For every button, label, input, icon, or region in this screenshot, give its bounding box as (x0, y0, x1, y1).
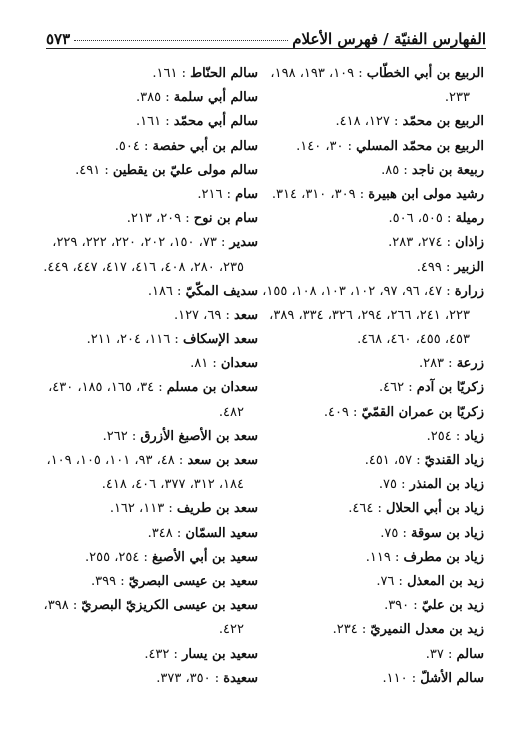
entry-separator: : (172, 525, 186, 541)
index-entry (32, 86, 258, 110)
entry-page-refs: ١٢٧، ٤١٨. (335, 114, 390, 130)
index-entry (248, 401, 484, 425)
index-entry (32, 522, 258, 546)
entry-page-refs: ٤٩١. (75, 162, 101, 178)
entry-page-refs: ٢٠٩، ٢١٣. (126, 211, 182, 227)
entry-separator: : (68, 598, 82, 614)
entry-name: سعيد السمّان (185, 525, 258, 541)
entry-name: سعد بن سعد (187, 453, 258, 468)
entry-page-refs: ٤٨، ٩٣، ١٠١، ١٠٥، ١٠٩، (46, 453, 175, 468)
index-entry (32, 352, 258, 376)
index-entry (32, 159, 258, 183)
entry-name: سديف المكّيّ (185, 283, 258, 299)
entry-page-refs: ٢٧٤، ٢٨٣. (388, 235, 443, 251)
header-dot-leader (74, 39, 288, 41)
entry-page-refs: ١٦١. (152, 66, 178, 81)
entry-name: سعيدة (223, 670, 258, 686)
entry-name: ربيعة بن ناجد (411, 162, 484, 178)
index-entry (248, 304, 484, 328)
index-entry (32, 376, 258, 400)
index-entry (32, 328, 258, 352)
index-entry (248, 546, 484, 570)
entry-separator: : (174, 453, 188, 468)
entry-name: الربيع بن محمّد (402, 114, 484, 130)
index-entry (32, 280, 258, 304)
entry-name: سام (235, 186, 258, 202)
entry-name: سالم بن أبي حفصة (152, 138, 258, 154)
entry-page-refs: ٤٣٢. (144, 646, 170, 662)
entry-name: سدير (229, 235, 258, 251)
index-entry (248, 159, 484, 183)
entry-page-refs: ٢٢٣، ٢٤١، ٢٦٦، ٢٩٤، ٣٢٦، ٣٣٤، ٣٨٩، (269, 307, 470, 323)
entry-page-refs: ١١٦، ٢٠٤، ٢١١. (86, 332, 171, 348)
index-entry (32, 183, 258, 207)
index-entry (248, 231, 484, 255)
entry-name: زيد بن المعذل (407, 573, 484, 589)
page-header (46, 22, 486, 49)
index-entry (248, 618, 484, 642)
entry-page-refs: ٤٦٤. (348, 501, 374, 517)
entry-name: سالم أبي سلمة (173, 90, 258, 106)
entry-name: رميلة (455, 211, 484, 227)
entry-name: سعد الإسكاف (182, 332, 258, 348)
index-entry (32, 304, 258, 328)
entry-name: سعد بن الأصبغ الأزرق (140, 428, 258, 444)
index-entry (32, 667, 258, 691)
entry-name: سالم الحنّاط (190, 66, 258, 81)
entry-page-refs: ٤٩٩. (416, 259, 442, 275)
index-column-right (248, 62, 484, 691)
index-entry (248, 280, 484, 304)
entry-page-refs: ٢٣٥، ٢٨٠، ٤٠٨، ٤١٦، ٤١٧، ٤٤٧، ٤٤٩. (43, 259, 244, 275)
entry-name: زكريّا بن عمران القمّيّ (361, 404, 484, 420)
entry-name: زياد (464, 428, 484, 444)
entry-separator: : (389, 114, 403, 130)
index-entry (248, 376, 484, 400)
index-entry (32, 546, 258, 570)
entry-name: سالم الأشلّ (420, 670, 484, 686)
entry-page-refs: ٣٩٨، (43, 598, 69, 614)
entry-page-refs: ١٠٩، ١٩٣، ١٩٨، (270, 66, 355, 81)
entry-name: زرارة (454, 283, 484, 299)
entry-separator: : (397, 477, 410, 493)
entry-page-refs: ٣٧. (425, 646, 444, 662)
entry-name: زيد بن معدل النميريّ (370, 622, 484, 638)
index-entry (248, 594, 484, 618)
index-entry (248, 667, 484, 691)
entry-page-refs: ٢٥٤. (426, 428, 452, 444)
entry-separator: : (172, 283, 186, 299)
index-entry (248, 570, 484, 594)
entry-page-refs: ٣٩٠. (384, 598, 410, 614)
entry-page-refs: ١٦١. (135, 114, 162, 130)
entry-page-refs: ٢٣٣. (444, 90, 470, 106)
entry-page-refs: ٢٥٤، ٢٥٥. (84, 549, 140, 565)
entry-page-refs: ١٨٤، ٣١٢، ٣٧٧، ٤٠٦، ٤١٨. (101, 477, 244, 493)
index-entry (32, 473, 258, 497)
entry-name: سعيد بن يسار (182, 646, 258, 662)
entry-name: سعيد بن أبي الأصبغ (152, 549, 258, 565)
entry-page-refs: ٣٩٩. (91, 573, 117, 589)
entry-separator: : (169, 646, 183, 662)
entry-separator: : (442, 283, 455, 299)
entry-page-refs: ٤٦٢. (379, 380, 405, 396)
entry-separator: : (177, 66, 191, 81)
entry-separator: : (221, 307, 234, 323)
entry-separator: : (412, 453, 425, 468)
index-entry (32, 570, 258, 594)
entry-separator: : (139, 138, 153, 154)
entry-page-refs: ١١٠. (382, 670, 408, 686)
entry-page-refs: ٨٥. (381, 162, 400, 178)
entry-name: سعد بن طريف (176, 501, 258, 517)
entry-page-refs: ١١٣، ١٦٢. (109, 501, 165, 517)
entry-page-refs: ٤٠٩. (323, 404, 349, 420)
entry-page-refs: ٤٧، ٩٦، ٩٧، ١٠٢، ١٠٣، ١٠٨، ١٥٥، (262, 283, 443, 299)
index-entry (32, 62, 258, 86)
index-entry (32, 643, 258, 667)
entry-page-refs: ٢١٦. (197, 186, 223, 202)
index-entry (248, 328, 484, 352)
entry-name: سالم (456, 646, 484, 662)
entry-separator: : (443, 646, 457, 662)
entry-separator: : (348, 404, 362, 420)
entry-separator: : (100, 162, 113, 178)
entry-separator: : (355, 186, 369, 202)
index-entry (248, 425, 484, 449)
entry-page-refs: ٥٠٥، ٥٠٦. (388, 211, 443, 227)
header-title: الفهارس الفنيّة / فهرس الأعلام (292, 30, 486, 48)
entry-name: سعيد بن عيسى الكريزيّ البصريّ (81, 598, 258, 614)
entry-separator: : (451, 428, 465, 444)
index-entry (32, 110, 258, 134)
index-entry (32, 425, 258, 449)
index-entry (248, 473, 484, 497)
entry-name: سعدان بن مسلم (166, 380, 258, 396)
entry-name: سعدان (220, 356, 258, 372)
entry-page-refs: ٥٧، ٤٥١. (364, 453, 413, 468)
entry-name: سالم أبي محمّد (173, 114, 258, 130)
index-entry (248, 352, 484, 376)
entry-page-refs: ٧٥. (378, 477, 398, 493)
entry-separator: : (154, 380, 167, 396)
index-entry (32, 449, 258, 473)
entry-name: زياد بن سوقة (410, 525, 484, 541)
entry-page-refs: ٤٨٢. (218, 404, 244, 420)
entry-separator: : (444, 356, 457, 372)
entry-separator: : (354, 66, 367, 81)
entry-separator: : (161, 114, 174, 130)
entry-page-refs: ٤٥٣، ٤٥٥، ٤٦٠، ٤٦٨. (357, 332, 470, 348)
entry-page-refs: ٢٦٢. (102, 428, 128, 444)
entry-page-refs: ١٨٦. (147, 283, 173, 299)
entry-separator: : (343, 138, 357, 154)
entry-separator: : (442, 235, 456, 251)
entry-name: زكريّا بن آدم (416, 380, 484, 396)
entry-page-refs: ٣٠٩، ٣١٠، ٣١٤. (271, 186, 356, 202)
entry-separator: : (181, 211, 194, 227)
index-entry (32, 594, 258, 618)
entry-name: سالم مولى عليّ بن يقطين (112, 162, 258, 178)
entry-page-refs: ٧٣، ١٥٠، ٢٠٢، ٢٢٠، ٢٢٢، ٢٢٩، (52, 235, 217, 251)
entry-separator: : (409, 598, 422, 614)
entry-separator: : (161, 90, 174, 106)
entry-separator: : (208, 356, 221, 372)
entry-separator: : (407, 670, 421, 686)
entry-separator: : (357, 622, 371, 638)
index-entry (248, 62, 484, 86)
entry-page-refs: ٥٠٤. (114, 138, 140, 154)
index-entry (248, 522, 484, 546)
entry-page-refs: ٧٦. (376, 573, 395, 589)
page-number: ٥٧٣ (46, 30, 71, 48)
index-entry (248, 256, 484, 280)
index-entry (248, 110, 484, 134)
index-entry (248, 497, 484, 521)
index-entry (32, 256, 258, 280)
entry-separator: : (222, 186, 236, 202)
entry-separator: : (210, 670, 224, 686)
entry-name: رشيد مولى ابن هبيرة (368, 186, 484, 202)
entry-page-refs: ٢٨٣. (418, 356, 445, 372)
entry-name: زياد بن المنذر (409, 477, 484, 493)
entry-page-refs: ٣٤٨. (147, 525, 173, 541)
entry-name: زيد بن عليّ (421, 598, 484, 614)
entry-separator: : (373, 501, 387, 517)
entry-separator: : (442, 211, 456, 227)
entry-page-refs: ١١٩. (365, 549, 391, 565)
index-entry (32, 401, 258, 425)
entry-separator: : (164, 501, 177, 517)
entry-separator: : (139, 549, 153, 565)
entry-separator: : (390, 549, 404, 565)
entry-page-refs: ٧٥. (380, 525, 399, 541)
index-entry (32, 618, 258, 642)
entry-name: الربيع بن أبي الخطّاب (366, 66, 484, 81)
entry-separator: : (394, 573, 408, 589)
index-entry (248, 207, 484, 231)
entry-name: زاذان (455, 235, 484, 251)
entry-separator: : (127, 428, 141, 444)
index-column-left (32, 62, 258, 691)
index-entry (248, 449, 484, 473)
index-entry (248, 86, 484, 110)
entry-page-refs: ٣٨٥. (135, 90, 162, 106)
entry-page-refs: ٣٥٠، ٣٧٣. (156, 670, 211, 686)
index-entry (248, 183, 484, 207)
entry-page-refs: ٦٩، ١٢٧. (173, 307, 222, 323)
index-entry (248, 643, 484, 667)
entry-name: سعد (234, 307, 258, 323)
index-entry (32, 497, 258, 521)
index-entry (248, 135, 484, 159)
entry-separator: : (116, 573, 129, 589)
entry-separator: : (399, 162, 412, 178)
entry-name: زياد القنديّ (424, 453, 484, 468)
entry-name: زياد بن مطرف (403, 549, 484, 565)
entry-page-refs: ٤٢٢. (218, 622, 244, 638)
index-entry (32, 231, 258, 255)
entry-name: زرعة (456, 356, 484, 372)
entry-name: سعيد بن عيسى البصريّ (128, 573, 258, 589)
index-entry (32, 135, 258, 159)
entry-name: زياد بن أبي الحلال (386, 501, 484, 517)
entry-separator: : (441, 259, 455, 275)
entry-page-refs: ٨١. (190, 356, 209, 372)
entry-separator: : (404, 380, 417, 396)
entry-page-refs: ٣٠، ١٤٠. (296, 138, 344, 154)
entry-name: الزبير (454, 259, 484, 275)
entry-name: سام بن نوح (193, 211, 258, 227)
entry-separator: : (170, 332, 183, 348)
index-entry (32, 207, 258, 231)
entry-page-refs: ٢٣٤. (332, 622, 358, 638)
entry-page-refs: ٣٤، ١٦٥، ١٨٥، ٤٣٠، (48, 380, 155, 396)
entry-separator: : (216, 235, 230, 251)
entry-separator: : (398, 525, 411, 541)
entry-name: الربيع بن محمّد المسلي (356, 138, 484, 154)
